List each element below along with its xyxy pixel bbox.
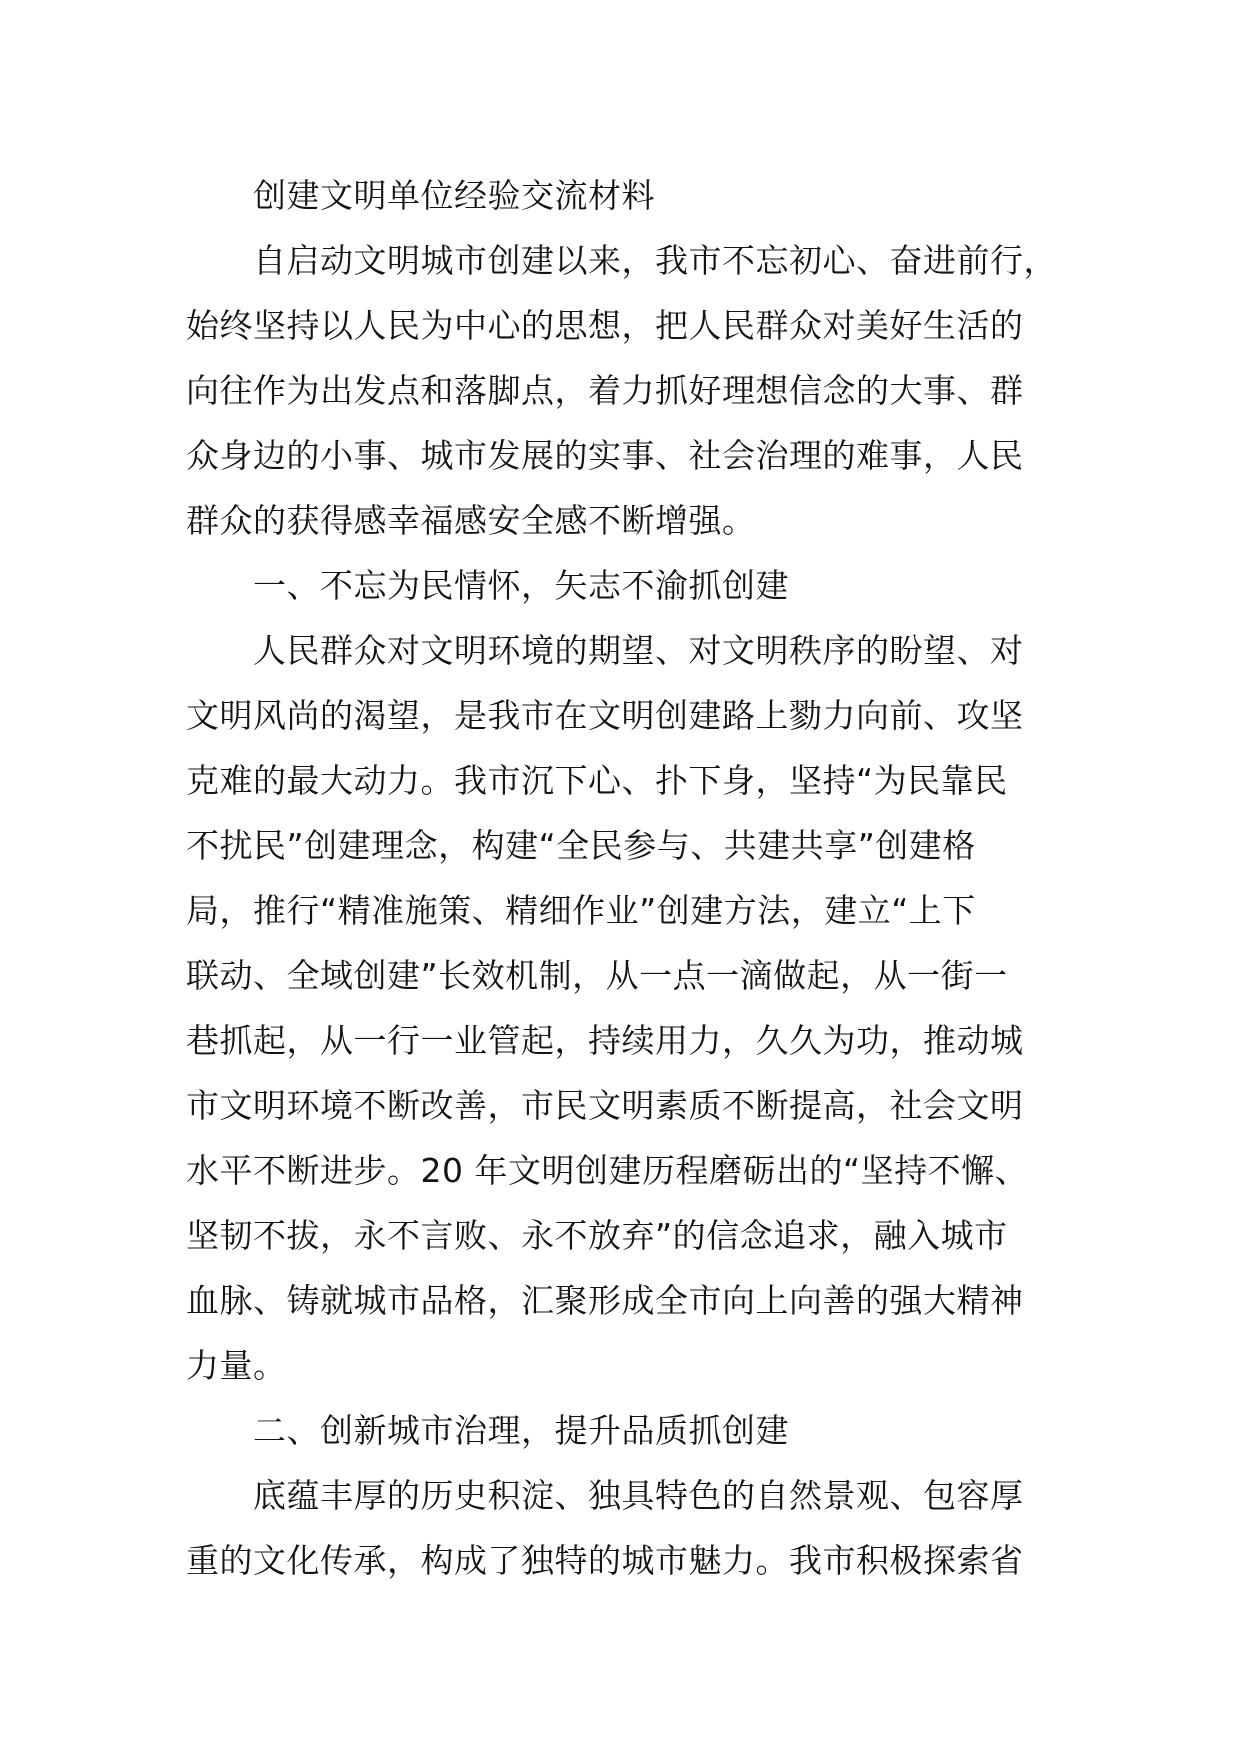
body-line: 始终坚持以人民为中心的思想，把人民群众对美好生活的 — [186, 306, 1024, 345]
body-line: 自启动文明城市创建以来，我市不忘初心、奋进前行， — [253, 241, 1057, 280]
body-line: 人民群众对文明环境的期望、对文明秩序的盼望、对 — [253, 631, 1024, 670]
document-title: 创建文明单位经验交流材料 — [253, 176, 655, 215]
body-line: 文明风尚的渴望，是我市在文明创建路上勠力向前、攻坚 — [186, 696, 1024, 735]
body-line: 重的文化传承，构成了独特的城市魅力。我市积极探索省 — [186, 1541, 1024, 1580]
body-line: 不扰民”创建理念，构建“全民参与、共建共享”创建格 — [186, 826, 976, 865]
body-line: 血脉、铸就城市品格，汇聚形成全市向上向善的强大精神 — [186, 1281, 1024, 1320]
body-line: 水平不断进步。20 年文明创建历程磨砺出的“坚持不懈、 — [186, 1151, 1029, 1190]
body-line: 市文明环境不断改善，市民文明素质不断提高，社会文明 — [186, 1086, 1024, 1125]
body-line: 群众的获得感幸福感安全感不断增强。 — [186, 501, 756, 540]
body-line: 力量。 — [186, 1346, 287, 1385]
body-line: 众身边的小事、城市发展的实事、社会治理的难事，人民 — [186, 436, 1024, 475]
body-line: 克难的最大动力。我市沉下心、扑下身，坚持“为民靠民 — [186, 761, 1008, 800]
section-heading-1: 一、不忘为民情怀，矢志不渝抓创建 — [253, 566, 789, 605]
body-line: 巷抓起，从一行一业管起，持续用力，久久为功，推动城 — [186, 1021, 1024, 1060]
body-line: 底蕴丰厚的历史积淀、独具特色的自然景观、包容厚 — [253, 1476, 1024, 1515]
body-line: 联动、全域创建”长效机制，从一点一滴做起，从一街一 — [186, 956, 1008, 995]
section-heading-2: 二、创新城市治理，提升品质抓创建 — [253, 1411, 789, 1450]
body-line: 向往作为出发点和落脚点，着力抓好理想信念的大事、群 — [186, 371, 1024, 410]
body-line: 局，推行“精准施策、精细作业”创建方法，建立“上下 — [186, 891, 976, 930]
body-line: 坚韧不拔，永不言败、永不放弃”的信念追求，融入城市 — [186, 1216, 1008, 1255]
